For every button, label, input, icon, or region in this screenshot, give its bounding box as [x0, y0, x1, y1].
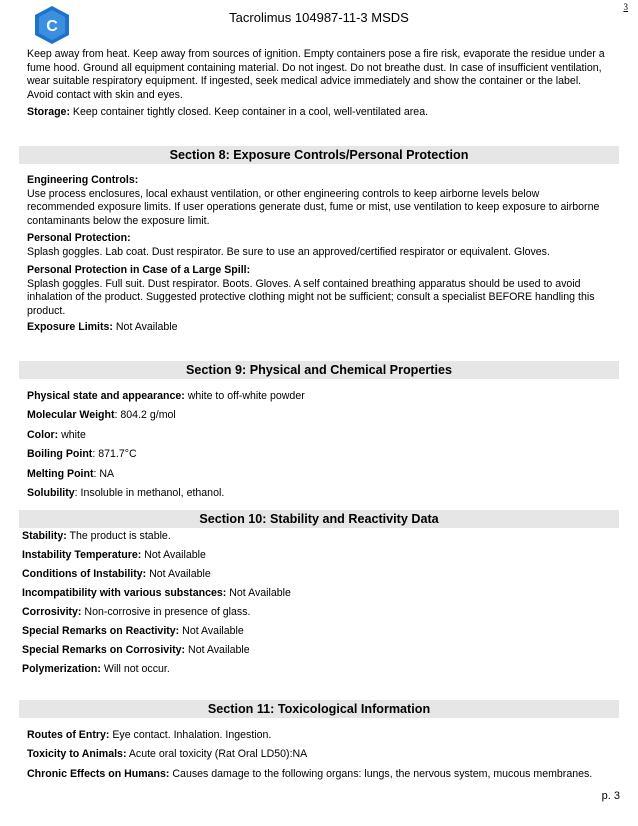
- stability-row: Instability Temperature: Not Available: [22, 549, 206, 561]
- property-row: Melting Point: NA: [27, 468, 115, 480]
- engineering-controls-label: Engineering Controls:: [27, 174, 139, 186]
- exposure-limits-value: Not Available: [112, 321, 178, 333]
- personal-protection: [27, 232, 607, 259]
- property-row: Boiling Point: 871.7°C: [27, 448, 137, 460]
- section-10-heading: Section 10: Stability and Reactivity Data: [19, 510, 619, 528]
- exposure-limits-label: Exposure Limits:: [27, 321, 113, 333]
- stability-row: Corrosivity: Non-corrosive in presence of glass.: [22, 606, 251, 618]
- storage-line: [27, 106, 607, 120]
- large-spill-protection: [27, 264, 607, 318]
- section-9-heading: Section 9: Physical and Chemical Properties: [19, 361, 619, 379]
- stability-row: Stability: The product is stable.: [22, 530, 171, 542]
- exposure-limits: [27, 321, 607, 335]
- section-8-heading: Section 8: Exposure Controls/Personal Protection: [19, 146, 619, 164]
- personal-protection-text: Splash goggles. Lab coat. Dust respirator. Be sure to use an approved/certified respirator or equivalent. Gloves.: [27, 245, 550, 258]
- stability-row: Special Remarks on Corrosivity: Not Available: [22, 644, 250, 656]
- property-row: Color: white: [27, 429, 86, 441]
- toxicology-row: Toxicity to Animals: Acute oral toxicity (Rat Oral LD50):NA: [27, 748, 308, 760]
- engineering-controls: [27, 174, 607, 228]
- large-spill-text: Splash goggles. Full suit. Dust respirator. Boots. Gloves. A self contained breathing apparatus should be used to avoid inhalation of the product. Suggested protective clothing might not be sufficient; consult a specialist BEFORE handling this product.: [27, 277, 595, 317]
- storage-label: Storage:: [27, 106, 70, 118]
- personal-protection-label: Personal Protection:: [27, 232, 131, 244]
- property-row: Physical state and appearance: white to off-white powder: [27, 390, 305, 402]
- handling-text: Keep away from heat. Keep away from sources of ignition. Empty containers pose a fire risk, evaporate the residue under a fume hood. Ground all equipment containing material. Do not ingest. Do not breathe dust. In case of insufficient ventilation, wear suitable respiratory equipment. If ingested, seek medical advice immediately and show the container or the label. Avoid contact with skin and eyes.: [27, 48, 605, 101]
- stability-row: Conditions of Instability: Not Available: [22, 568, 211, 580]
- document-title: Tacrolimus 104987-11-3 MSDS: [229, 10, 409, 25]
- page-footer-number: p. 3: [601, 790, 620, 802]
- toxicology-row: Routes of Entry: Eye contact. Inhalation. Ingestion.: [27, 729, 272, 741]
- stability-row: Special Remarks on Reactivity: Not Available: [22, 625, 244, 637]
- property-row: Molecular Weight: 804.2 g/mol: [27, 409, 176, 421]
- toxicology-row: Chronic Effects on Humans: Causes damage to the following organs: lungs, the nervous system, mucous membranes.: [27, 768, 593, 780]
- stability-row: Incompatibility with various substances: Not Available: [22, 587, 291, 599]
- large-spill-label: Personal Protection in Case of a Large Spill:: [27, 264, 251, 276]
- corner-page-number: 3: [623, 2, 628, 12]
- storage-value: Keep container tightly closed. Keep container in a cool, well-ventilated area.: [69, 106, 429, 118]
- engineering-controls-text: Use process enclosures, local exhaust ventilation, or other engineering controls to keep airborne levels below recommended exposure limits. If user operations generate dust, fume or mist, use ventilation to keep exposure to airborne contaminants below the exposure limit.: [27, 187, 600, 227]
- logo-letter: C: [46, 18, 58, 35]
- property-row: Solubility: Insoluble in methanol, ethanol.: [27, 487, 225, 499]
- section-11-heading: Section 11: Toxicological Information: [19, 700, 619, 718]
- stability-row: Polymerization: Will not occur.: [22, 663, 170, 675]
